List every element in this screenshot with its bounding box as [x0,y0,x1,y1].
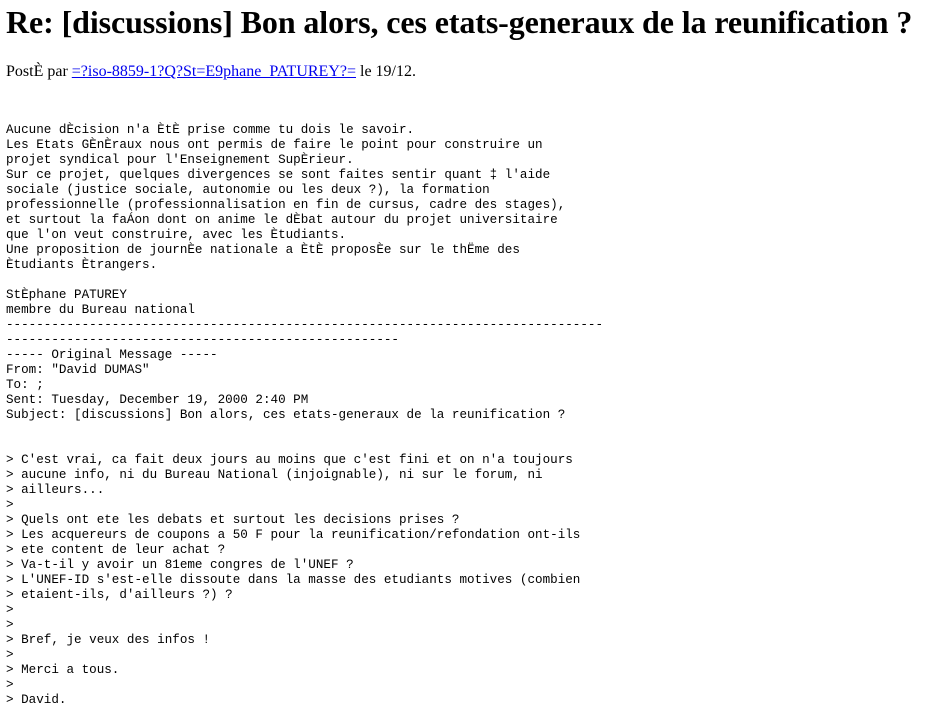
posted-by-line [6,62,945,82]
posted-prefix: PostÈ par [6,63,72,80]
message-line: From: "David DUMAS" [6,363,150,377]
message-line: projet syndical pour l'Enseignement SupÈrieur. [6,153,354,167]
message-line: Subject: [discussions] Bon alors, ces etats-generaux de la reunification ? [6,408,566,422]
message-line: que l'on veut construire, avec les Ètudiants. [6,228,347,242]
message-line: > Bref, je veux des infos ! [6,633,211,647]
message-line: Aucune dÈcision n'a ÈtÈ prise comme tu dois le savoir. [6,123,415,137]
message-line: Sur ce projet, quelques divergences se sont faites sentir quant ‡ l'aide [6,168,551,182]
message-line: > ete content de leur achat ? [6,543,226,557]
message-line: professionnelle (professionnalisation en fin de cursus, cadre des stages), [6,198,566,212]
message-line: > L'UNEF-ID s'est-elle dissoute dans la masse des etudiants motives (combien [6,573,581,587]
message-line: > etaient-ils, d'ailleurs ?) ? [6,588,233,602]
message-line: > Quels ont ete les debats et surtout les decisions prises ? [6,513,460,527]
message-line: Une proposition de journÈe nationale a ÈtÈ proposÈe sur le thËme des [6,243,520,257]
message-line: ----- Original Message ----- [6,348,218,362]
message-line: ------------------------------------------------------------------------------- [6,318,604,332]
message-line: > [6,648,14,662]
message-line: > C'est vrai, ca fait deux jours au moins que c'est fini et on n'a toujours [6,453,573,467]
page-title: Re: [discussions] Bon alors, ces etats-generaux de la reunification ? [6,4,913,40]
post-date: le 19/12. [356,63,416,80]
message-line: > [6,678,14,692]
message-line: Les Etats GÈnÈraux nous ont permis de faire le point pour construire un [6,138,543,152]
message-line: sociale (justice sociale, autonomie ou les deux ?), la formation [6,183,490,197]
message-line: > ailleurs... [6,483,105,497]
message-line: To: ; [6,378,44,392]
message-line: Ètudiants Ètrangers. [6,258,158,272]
message-line: StÈphane PATUREY [6,288,127,302]
message-body [6,108,945,708]
message-line: > [6,498,14,512]
author-link[interactable]: =?iso-8859-1?Q?St=E9phane_PATUREY?= [71,63,356,80]
message-line: > Merci a tous. [6,663,120,677]
message-line: membre du Bureau national [6,303,195,317]
message-line: Sent: Tuesday, December 19, 2000 2:40 PM [6,393,309,407]
message-line: > aucune info, ni du Bureau National (injoignable), ni sur le forum, ni [6,468,543,482]
message-line: et surtout la faÁon dont on anime le dÈbat autour du projet universitaire [6,213,558,227]
message-text [6,108,945,708]
message-line: > David. [6,693,67,707]
message-line: > Les acquereurs de coupons a 50 F pour la reunification/refondation ont-ils [6,528,581,542]
message-line: > [6,603,14,617]
message-line: > Va-t-il y avoir un 81eme congres de l'UNEF ? [6,558,354,572]
message-line: ---------------------------------------------------- [6,333,399,347]
message-line: > [6,618,14,632]
